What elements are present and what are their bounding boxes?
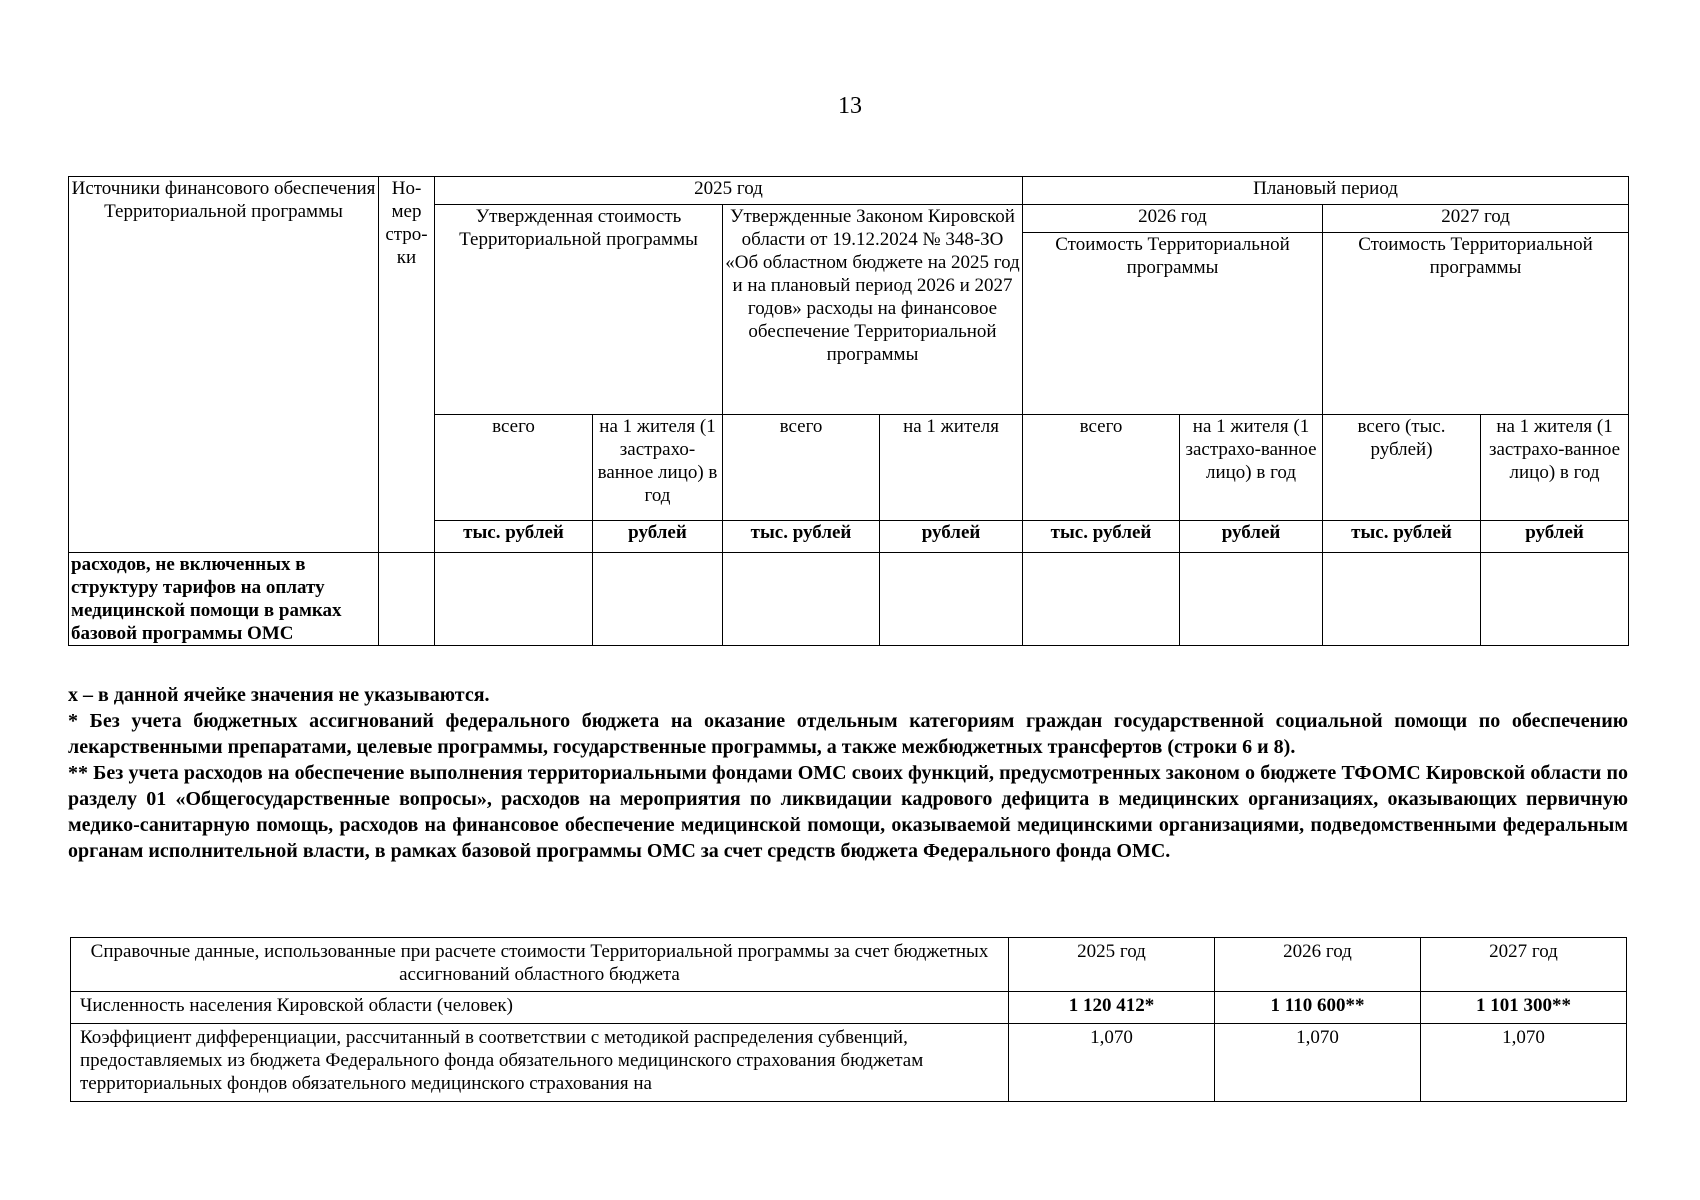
ref-row-value: 1 120 412* bbox=[1009, 992, 1215, 1024]
data-cell bbox=[379, 553, 435, 646]
ref-row-label: Коэффициент дифференциации, рассчитанный в соответствии с методикой распределения субвенций, предоставляемых из бюджета Федерального фонда обязательного медицинского страхования бюджетам территориальных фондов обязательного медицинского страхования на bbox=[71, 1024, 1009, 1102]
ref-row-value: 1,070 bbox=[1421, 1024, 1627, 1102]
footnote-x: х – в данной ячейке значения не указываются. bbox=[68, 684, 490, 706]
unit-cell: рублей bbox=[880, 521, 1023, 553]
header-year-2027: 2027 год bbox=[1323, 205, 1629, 233]
header-cost-2026: Стоимость Территориальной программы bbox=[1023, 233, 1323, 415]
footnotes bbox=[68, 682, 1628, 864]
sub-per-insured-2026: на 1 жителя (1 застрахо-ванное лицо) в год bbox=[1180, 415, 1323, 521]
sub-total-2027: всего (тыс. рублей) bbox=[1323, 415, 1481, 521]
unit-cell: тыс. рублей bbox=[1023, 521, 1180, 553]
unit-cell: тыс. рублей bbox=[1323, 521, 1481, 553]
ref-row-value: 1 110 600** bbox=[1215, 992, 1421, 1024]
ref-row-value: 1 101 300** bbox=[1421, 992, 1627, 1024]
ref-header-label: Справочные данные, использованные при расчете стоимости Территориальной программы за счет бюджетных ассигнований областного бюджета bbox=[71, 938, 1009, 992]
data-cell bbox=[593, 553, 723, 646]
header-source: Источники финансового обеспечения Территориальной программы bbox=[69, 177, 379, 553]
sub-per-insured-2025-cost: на 1 жителя (1 застрахо-ванное лицо) в год bbox=[593, 415, 723, 521]
data-cell bbox=[723, 553, 880, 646]
ref-row-value: 1,070 bbox=[1215, 1024, 1421, 1102]
unit-cell: рублей bbox=[1180, 521, 1323, 553]
header-year-2025: 2025 год bbox=[435, 177, 1023, 205]
data-cell bbox=[1481, 553, 1629, 646]
data-cell bbox=[1023, 553, 1180, 646]
data-row-label: расходов, не включенных в структуру тарифов на оплату медицинской помощи в рамках базовой программы ОМС bbox=[69, 553, 379, 646]
footnote-star2: ** Без учета расходов на обеспечение выполнения территориальными фондами ОМС своих функций, предусмотренных законом о бюджете ТФОМС Кировской области по разделу 01 «Общегосударственные вопросы», расходов на мероприятия по ликвидации кадрового дефицита в медицинских организациях, оказывающих первичную медико-санитарную помощь, расходов на финансовое обеспечение медицинской помощи, оказываемой медицинскими организациями, подведомственными федеральным органам исполнительной власти, в рамках базовой программы ОМС за счет средств бюджета Федерального фонда ОМС. bbox=[68, 762, 1628, 862]
data-cell bbox=[435, 553, 593, 646]
ref-header-2025: 2025 год bbox=[1009, 938, 1215, 992]
sub-per-insured-2027: на 1 жителя (1 застрахо-ванное лицо) в год bbox=[1481, 415, 1629, 521]
header-year-2026: 2026 год bbox=[1023, 205, 1323, 233]
unit-cell: рублей bbox=[593, 521, 723, 553]
sub-total-2025-law: всего bbox=[723, 415, 880, 521]
ref-row-value: 1,070 bbox=[1009, 1024, 1215, 1102]
header-row-number: Но-мер стро-ки bbox=[379, 177, 435, 553]
sub-per-resident-2025-law: на 1 жителя bbox=[880, 415, 1023, 521]
sub-total-2026: всего bbox=[1023, 415, 1180, 521]
footnote-star1: * Без учета бюджетных ассигнований федерального бюджета на оказание отдельным категориям граждан государственной социальной помощи по обеспечению лекарственными препаратами, целевые программы, государственные программы, а также межбюджетных трансфертов (строки 6 и 8). bbox=[68, 710, 1628, 758]
ref-header-2026: 2026 год bbox=[1215, 938, 1421, 992]
page-number: 13 bbox=[838, 93, 862, 119]
header-approved-law: Утвержденные Законом Кировской области от 19.12.2024 № 348-ЗО «Об областном бюджете на 2025 год и на плановый период 2026 и 2027 годов» расходы на финансовое обеспечение Территориальной программы bbox=[723, 205, 1023, 415]
unit-cell: тыс. рублей bbox=[723, 521, 880, 553]
header-approved-cost: Утвержденная стоимость Территориальной программы bbox=[435, 205, 723, 415]
header-cost-2027: Стоимость Территориальной программы bbox=[1323, 233, 1629, 415]
ref-row-label: Численность населения Кировской области (человек) bbox=[71, 992, 1009, 1024]
sub-total-2025-cost: всего bbox=[435, 415, 593, 521]
financing-sources-table bbox=[68, 176, 1629, 646]
unit-cell: рублей bbox=[1481, 521, 1629, 553]
data-cell bbox=[1180, 553, 1323, 646]
unit-cell: тыс. рублей bbox=[435, 521, 593, 553]
data-cell bbox=[1323, 553, 1481, 646]
data-cell bbox=[880, 553, 1023, 646]
ref-header-2027: 2027 год bbox=[1421, 938, 1627, 992]
header-planned-period: Плановый период bbox=[1023, 177, 1629, 205]
reference-data-table bbox=[70, 937, 1627, 1102]
